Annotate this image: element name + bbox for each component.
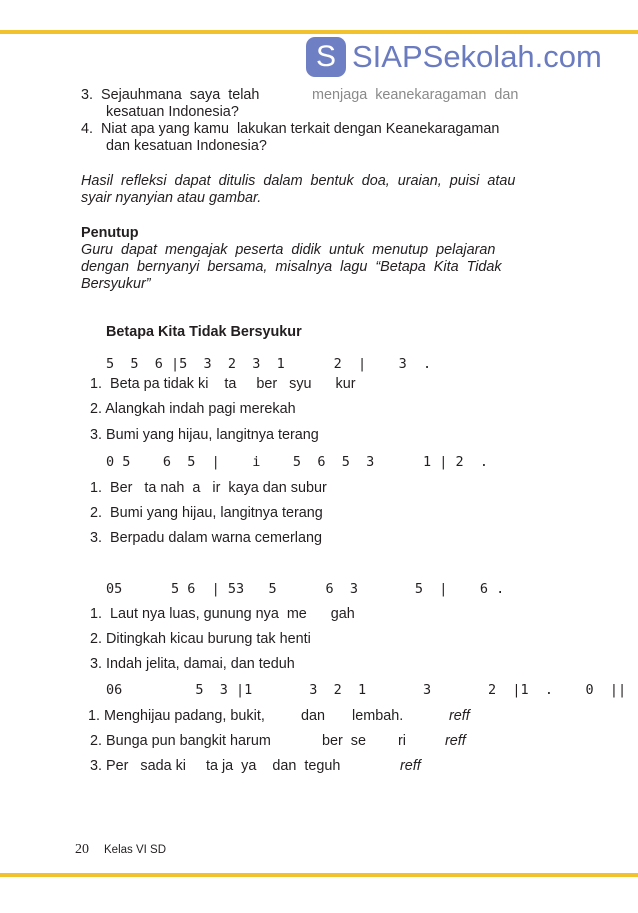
song-verse-4-2-ri: ri — [398, 733, 406, 749]
question-3-line1-faded: menjaga keanekaragaman dan — [312, 87, 519, 103]
song-verse-1-3: 3. Bumi yang hijau, langitnya terang — [90, 427, 319, 443]
watermark-text: SIAPSekolah.com — [352, 39, 602, 74]
watermark-badge: S — [306, 37, 346, 77]
song-title: Betapa Kita Tidak Bersyukur — [106, 324, 302, 340]
closing-line1: Guru dapat mengajak peserta didik untuk menutup pelajaran — [81, 242, 496, 258]
song-verse-4-2: 2. Bunga pun bangkit harum — [90, 733, 271, 749]
song-reff-3: reff — [400, 758, 421, 774]
song-verse-4-2-berse: ber se — [322, 733, 366, 749]
question-4-line2: dan kesatuan Indonesia? — [106, 138, 267, 154]
song-verse-3-2: 2. Ditingkah kicau burung tak henti — [90, 631, 311, 647]
song-verse-3-1: 1. Laut nya luas, gunung nya me gah — [90, 606, 355, 622]
song-verse-2-3: 3. Berpadu dalam warna cemerlang — [90, 530, 322, 546]
footer-label: Kelas VI SD — [104, 844, 166, 856]
song-notation-3: 05 5 6 | 53 5 6 3 5 | 6 . — [106, 581, 505, 597]
question-3-line2: kesatuan Indonesia? — [106, 104, 239, 120]
song-verse-1-1: 1. Beta pa tidak ki ta ber syu kur — [90, 376, 356, 392]
song-verse-4-1-lembah: lembah. — [352, 708, 404, 724]
song-verse-4-1-dan: dan — [301, 708, 326, 724]
question-3-line1: 3. Sejauhmana saya telah — [81, 87, 260, 103]
bottom-accent-bar — [0, 873, 638, 877]
page-number: 20 — [75, 842, 89, 857]
closing-line2: dengan bernyanyi bersama, misalnya lagu “Betapa Kita Tidak — [81, 259, 502, 275]
reflection-note-line2: syair nyanyian atau gambar. — [81, 190, 262, 206]
song-verse-2-1: 1. Ber ta nah a ir kaya dan subur — [90, 480, 327, 496]
song-verse-1-2: 2. Alangkah indah pagi merekah — [90, 401, 296, 417]
song-notation-1: 5 5 6 |5 3 2 3 1 2 | 3 . — [106, 356, 432, 372]
top-accent-bar — [0, 30, 638, 34]
song-verse-3-3: 3. Indah jelita, damai, dan teduh — [90, 656, 295, 672]
song-verse-4-3: 3. Per sada ki ta ja ya dan teguh — [90, 758, 341, 774]
song-notation-4: 06 5 3 |1 3 2 1 3 2 |1 . 0 || — [106, 682, 627, 698]
question-4-line1: 4. Niat apa yang kamu lakukan terkait dengan Keanekaragaman — [81, 121, 500, 137]
song-reff-2: reff — [445, 733, 466, 749]
reflection-note-line1: Hasil refleksi dapat ditulis dalam bentuk doa, uraian, puisi atau — [81, 173, 516, 189]
song-verse-4-1: 1. Menghijau padang, bukit, — [88, 708, 265, 724]
song-notation-2: 0 5 6 5 | i 5 6 5 3 1 | 2 . — [106, 454, 489, 470]
song-reff-1: reff — [449, 708, 470, 724]
closing-heading: Penutup — [81, 225, 139, 241]
song-verse-2-2: 2. Bumi yang hijau, langitnya terang — [90, 505, 323, 521]
closing-line3: Bersyukur” — [81, 276, 151, 292]
